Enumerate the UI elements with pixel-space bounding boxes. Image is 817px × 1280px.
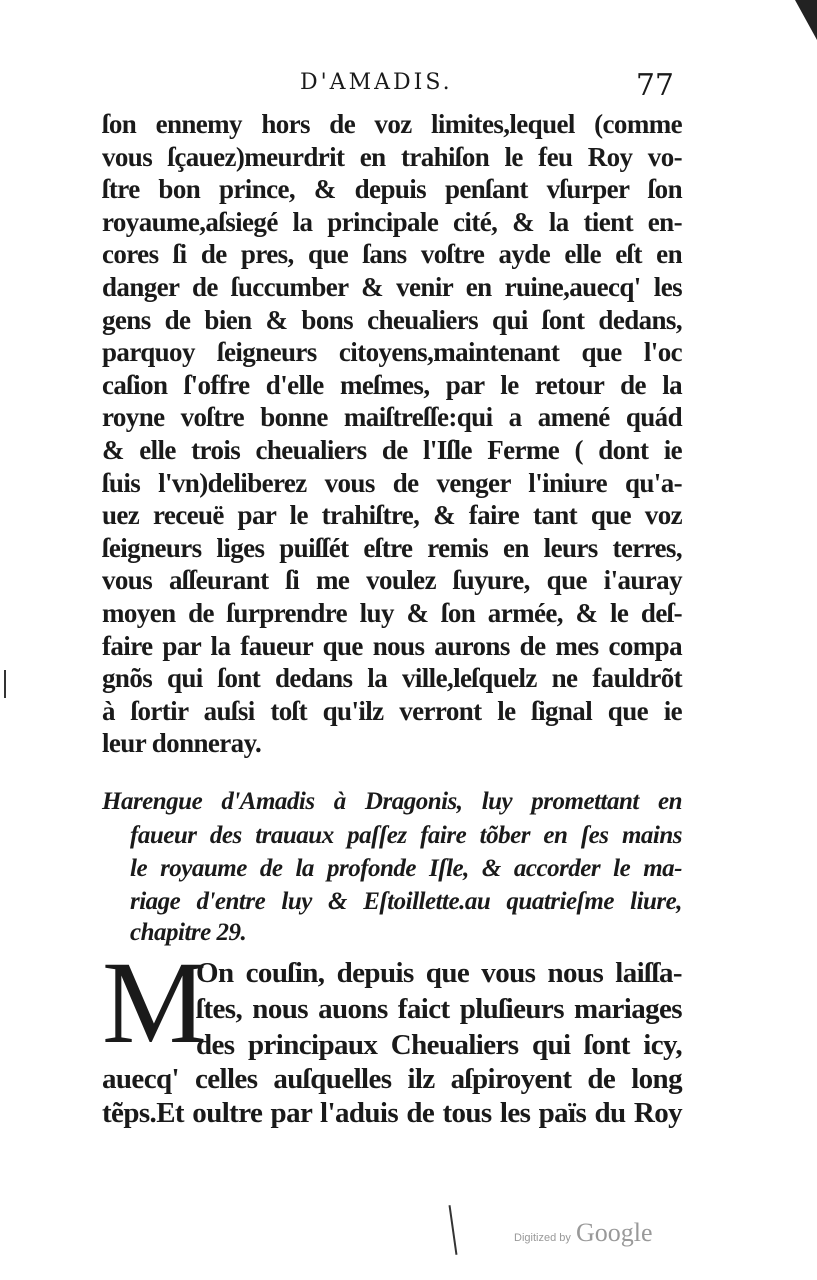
scan-mark	[449, 1205, 458, 1255]
heading-line: chapitre 29.	[130, 919, 247, 946]
text-line: uez receuë par le trahiſtre, & faire tant que voz	[102, 500, 682, 531]
text-line: caſion ſ'offre d'elle meſmes, par le retour de la	[102, 369, 682, 400]
text-line: parquoy ſeigneurs citoyens,maintenant que l'oc	[102, 337, 682, 368]
text-line: & elle trois cheualiers de l'Iſle Ferme ( dont ie	[102, 435, 682, 465]
heading-line: Harengue d'Amadis à Dragonis, luy promettant en	[102, 788, 682, 815]
text-line: vous ſçauez)meurdrit en trahiſon le feu Roy vo-	[102, 141, 682, 172]
text-line: ſeigneurs liges puiſſét eſtre remis en leurs terres,	[102, 532, 682, 563]
text-line: cores ſi de pres, que ſans voſtre ayde elle eſt en	[102, 239, 682, 270]
text-line: faire par la faueur que nous aurons de mes compa	[102, 630, 682, 661]
text-line: ſtre bon prince, & depuis penſant vſurper ſon	[102, 174, 682, 205]
text-line: ſtes, nous auons faict pluſieurs mariages	[196, 993, 682, 1025]
heading-line: riage d'entre luy & Eſtoillette.au quatrieſme liure,	[130, 888, 682, 915]
text-line: tẽps.Et oultre par l'aduis de tous les païs du Roy	[102, 1097, 682, 1129]
text-line: danger de ſuccumber & venir en ruine,auecq' les	[102, 272, 682, 302]
page-corner-shadow	[795, 0, 817, 40]
text-line: moyen de ſurprendre luy & ſon armée, & le deſ-	[102, 598, 682, 628]
text-line: royaume,aſsiegé la principale cité, & la tient en-	[102, 206, 682, 237]
heading-line: faueur des trauaux paſſez faire tõber en ſes mains	[130, 822, 682, 849]
scan-mark	[4, 670, 6, 698]
text-line: gens de bien & bons cheualiers qui ſont dedans,	[102, 304, 682, 335]
text-line: royne voſtre bonne maiſtreſſe:qui a amené quád	[102, 402, 682, 433]
text-line: leur donneray.	[102, 728, 262, 759]
google-watermark	[514, 1218, 653, 1248]
watermark-prefix: Digitized by	[514, 1232, 571, 1244]
text-line: ſuis l'vn)deliberez vous de venger l'iniure qu'a-	[102, 467, 682, 498]
drop-cap: M	[102, 937, 207, 1068]
text-line: auecq' celles auſquelles ilz aſpiroyent de long	[102, 1063, 682, 1095]
heading-line: le royaume de la profonde Iſle, & accorder le ma-	[130, 855, 682, 882]
text-line: ſon ennemy hors de voz limites,lequel (comme	[102, 109, 682, 139]
text-line: gnõs qui ſont dedans la ville,leſquelz ne fauldrõt	[102, 663, 682, 694]
page-number: 77	[635, 68, 674, 103]
running-head-title: D'AMADIS.	[300, 70, 453, 95]
text-line: vous aſſeurant ſi me voulez ſuyure, que i'auray	[102, 565, 682, 596]
text-line: des principaux Cheualiers qui ſont icy,	[196, 1029, 682, 1061]
text-line: à ſortir auſsi toſt qu'ilz verront le ſignal que ie	[102, 695, 682, 726]
watermark-brand: Google	[575, 1218, 653, 1247]
text-line: On couſin, depuis que vous nous laiſſa-	[196, 957, 682, 989]
running-head	[100, 68, 680, 108]
